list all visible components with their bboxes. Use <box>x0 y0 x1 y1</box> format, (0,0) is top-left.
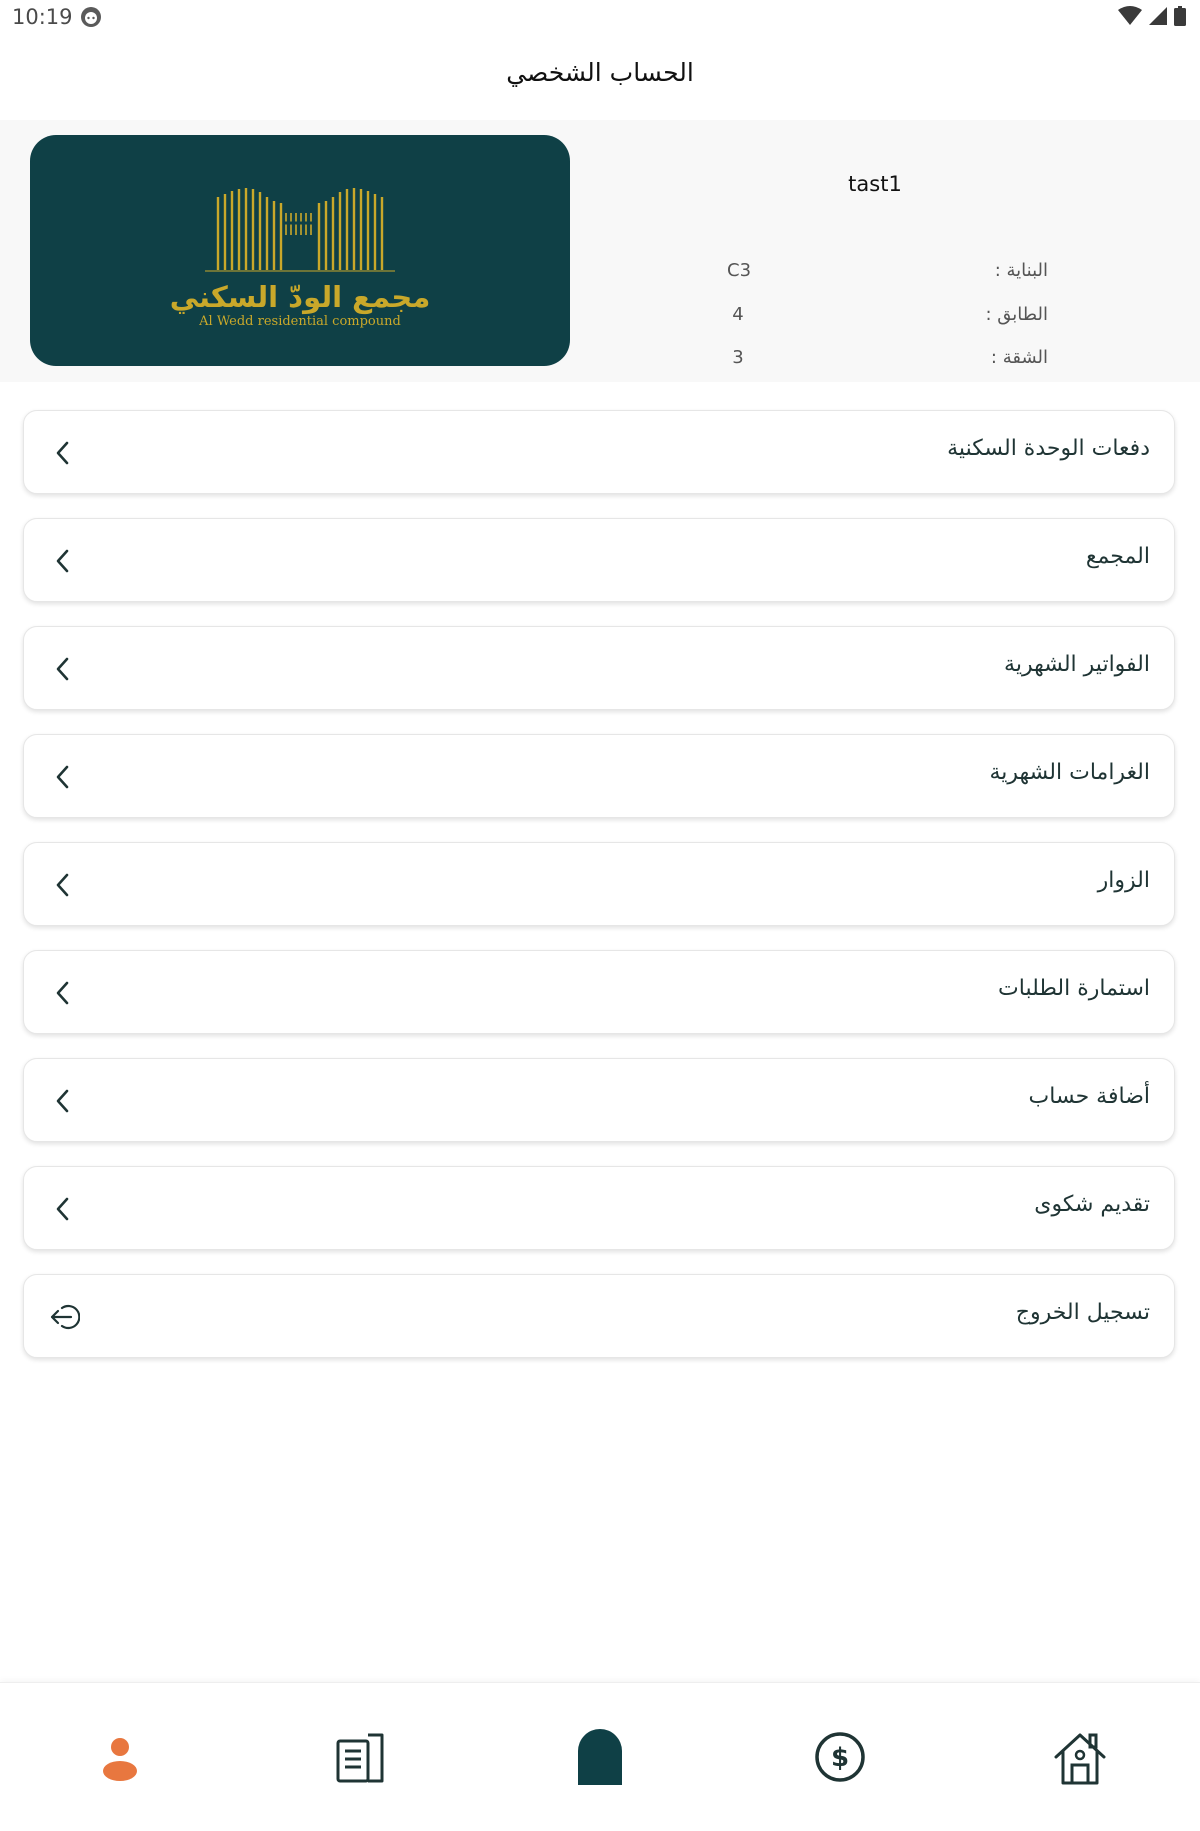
chevron-left-icon <box>50 655 76 683</box>
chevron-left-icon <box>50 1087 76 1115</box>
menu-label: الفواتير الشهرية <box>1004 652 1150 677</box>
menu-requests-form[interactable] <box>23 950 1175 1034</box>
user-name: tast1 <box>848 172 902 196</box>
menu-add-account[interactable] <box>23 1058 1175 1142</box>
chevron-left-icon <box>50 763 76 791</box>
page-title: الحساب الشخصي <box>506 58 694 87</box>
menu-compound[interactable] <box>23 518 1175 602</box>
documents-icon[interactable] <box>330 1727 390 1787</box>
detail-label: الطابق : <box>985 304 1048 325</box>
payments-icon[interactable] <box>810 1727 870 1787</box>
menu-label: أضافة حساب <box>1028 1084 1150 1109</box>
signal-icon <box>1148 6 1168 26</box>
menu-label: تسجيل الخروج <box>1015 1300 1150 1325</box>
detail-building <box>700 260 1060 290</box>
wifi-icon <box>1118 6 1142 26</box>
logo-arabic-text: مجمع الودّ السكني <box>169 280 431 314</box>
notification-face-icon <box>80 6 102 28</box>
chevron-left-icon <box>50 439 76 467</box>
detail-value: 3 <box>732 347 744 368</box>
detail-value: 4 <box>732 304 744 325</box>
menu-monthly-fines[interactable] <box>23 734 1175 818</box>
status-bar <box>0 0 1200 40</box>
logout-icon <box>50 1303 80 1331</box>
chevron-left-icon <box>50 1195 76 1223</box>
status-time: 10:19 <box>12 5 73 29</box>
menu-label: تقديم شكوى <box>1034 1192 1150 1217</box>
menu-unit-payments[interactable] <box>23 410 1175 494</box>
chevron-left-icon <box>50 979 76 1007</box>
chevron-left-icon <box>50 871 76 899</box>
menu-label: الزوار <box>1097 868 1150 893</box>
svg-text:$: $ <box>830 1743 850 1773</box>
menu-label: المجمع <box>1085 544 1150 569</box>
detail-value: C3 <box>727 260 752 281</box>
menu-monthly-bills[interactable] <box>23 626 1175 710</box>
home-icon[interactable] <box>1050 1727 1110 1787</box>
logo-english-text: Al Wedd residential compound <box>199 314 401 329</box>
chevron-left-icon <box>50 547 76 575</box>
detail-apartment <box>700 347 1060 377</box>
profile-card <box>0 120 1200 382</box>
menu-label: دفعات الوحدة السكنية <box>947 436 1150 461</box>
menu-submit-complaint[interactable] <box>23 1166 1175 1250</box>
menu-label: استمارة الطلبات <box>998 976 1150 1001</box>
compound-logo <box>30 135 570 366</box>
detail-label: الشقة : <box>990 347 1048 368</box>
detail-label: البناية : <box>994 260 1048 281</box>
bottom-navigation <box>0 1682 1200 1831</box>
menu-visitors[interactable] <box>23 842 1175 926</box>
battery-icon <box>1174 6 1186 26</box>
menu-label: الغرامات الشهرية <box>989 760 1150 785</box>
status-icons <box>1118 6 1186 26</box>
compound-logo-graphic <box>30 135 570 366</box>
detail-floor <box>700 304 1060 334</box>
gate-icon[interactable] <box>570 1727 630 1787</box>
menu-logout[interactable] <box>23 1274 1175 1358</box>
profile-icon[interactable] <box>90 1727 150 1787</box>
